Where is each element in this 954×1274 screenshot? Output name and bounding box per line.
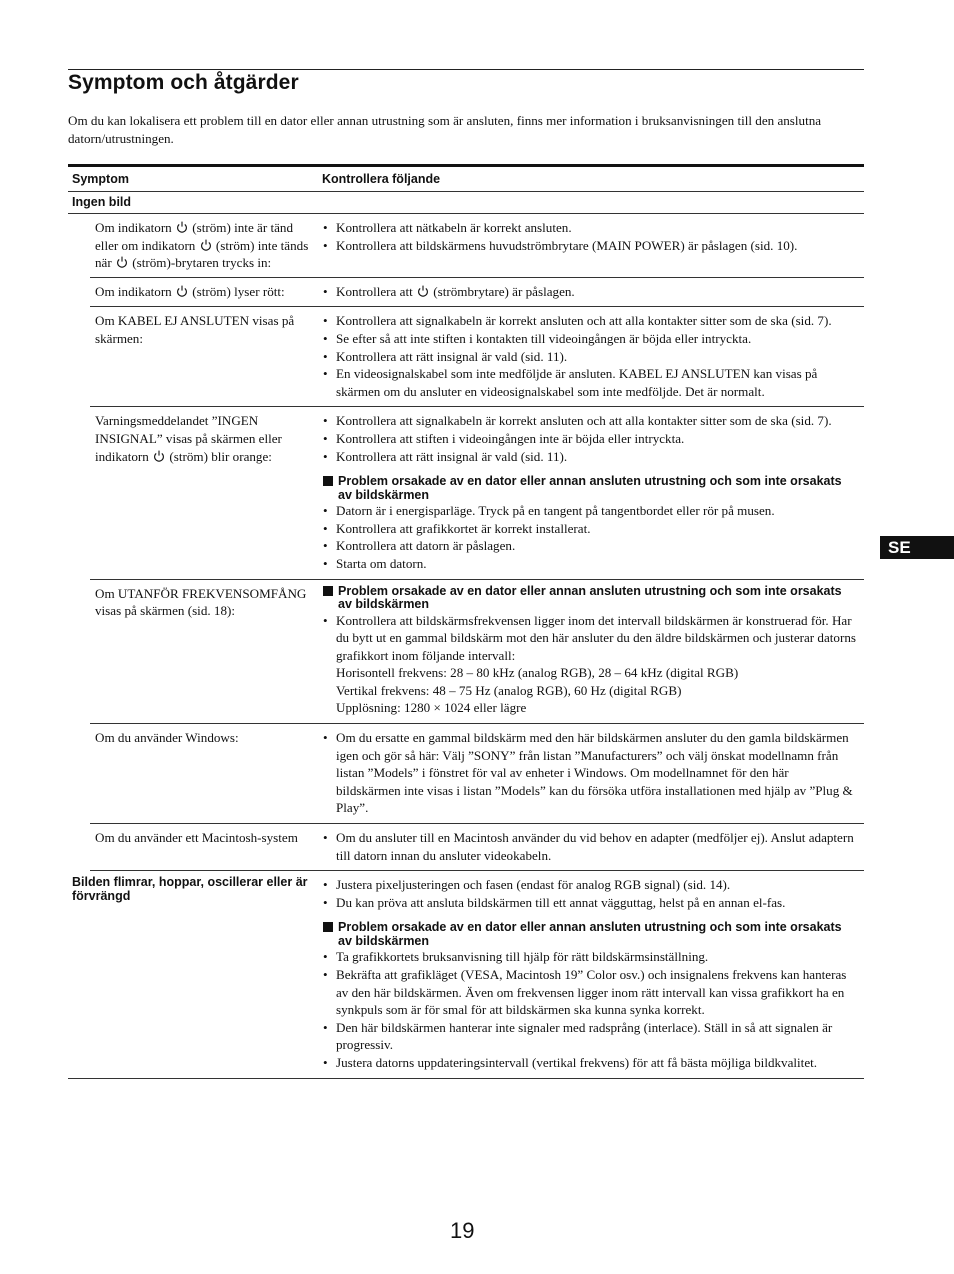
check-cell: [322, 580, 864, 724]
subheading: [322, 921, 856, 948]
list-item: • Justera datorns uppdateringsintervall (vertikal frekvens) för att få bästa möjliga bildkvalitet.: [322, 1054, 856, 1072]
check-cell: [322, 407, 864, 578]
list-item: • Ta grafikkortets bruksanvisning till hjälp för rätt bildskärmsinställning.: [322, 948, 856, 966]
square-bullet-icon: [323, 586, 333, 596]
header-check: Kontrollera följande: [322, 172, 441, 186]
list-item: • Du kan pröva att ansluta bildskärmen till ett annat vägguttag, helst på en annan el-fas.: [322, 894, 856, 912]
symptom-cell: Om UTANFÖR FREKVENSOMFÅNG visas på skärmen (sid. 18):: [95, 585, 307, 619]
square-bullet-icon: [323, 922, 333, 932]
list-item: • Kontrollera att stiften i videoingången inte är böjda eller intryckta.: [322, 430, 856, 448]
table-row: [90, 278, 864, 308]
language-tab: SE: [880, 536, 954, 559]
symptom-text: (ström) inte tänds när: [95, 237, 309, 271]
symptom-text: Om indikatorn: [95, 283, 172, 299]
check-text: (strömbrytare) är påslagen.: [433, 283, 575, 299]
list-item: • Kontrollera att bildskärmsfrekvensen ligger inom det intervall bildskärmen är konstruerad för. Har du bytt ut en gammal bildskärm mot den här ansluter du den äldre bildskärmen och justerar datorns grafikkort inom följande intervall:: [322, 612, 856, 665]
list-item: • Datorn är i energisparläge. Tryck på en tangent på tangentbordet eller rör på musen.: [322, 502, 856, 520]
list-item: • Kontrollera att datorn är påslagen.: [322, 537, 856, 555]
page-number: 19: [450, 1218, 475, 1243]
subheading: [322, 585, 856, 612]
symptom-cell: [90, 407, 322, 578]
check-text: Kontrollera att: [336, 283, 413, 299]
frequency-vertical: Vertikal frekvens: 48 – 75 Hz (analog RGB), 60 Hz (digital RGB): [336, 682, 682, 698]
table-row: [90, 580, 864, 725]
symptom-text: (ström) blir orange:: [169, 448, 272, 464]
list-item: • Kontrollera att signalkabeln är korrekt ansluten och att alla kontakter sitter som de ska (sid. 7).: [322, 312, 856, 330]
list-item: • En videosignalskabel som inte medföljde är ansluten. KABEL EJ ANSLUTEN kan visas på skärmen om du ansluter en videosignalskabel som inte medföljde. Det är normalt.: [322, 365, 856, 400]
power-icon: [417, 285, 429, 297]
subheading-text: Problem orsakade av en dator eller annan ansluten utrustning och som inte orsakats av bildskärmen: [338, 583, 842, 611]
square-bullet-icon: [323, 476, 333, 486]
symptom-cell: [90, 214, 322, 277]
symptom-text: Varningsmeddelandet ”INGEN INSIGNAL” visas på skärmen eller indikatorn: [95, 413, 282, 464]
subheading: [322, 475, 856, 502]
check-cell: [322, 307, 864, 406]
table-row: [90, 214, 864, 278]
list-item: • Bekräfta att grafikläget (VESA, Macintosh 19” Color osv.) och insignalens frekvens kan hanteras av den här bildskärmen. Även om frekvensen ligger inom rätt intervall kan vissa grafikkort ha en synkpuls som är för smal för att bildskärmen ska kunna synka korrekt.: [322, 966, 856, 1019]
table-row: [90, 724, 864, 824]
check-cell: [322, 871, 864, 1077]
symptom-cell: Bilden flimrar, hoppar, oscillerar eller är förvrängd: [72, 875, 308, 903]
troubleshooting-table: [68, 164, 864, 1079]
power-icon: [176, 285, 188, 297]
check-cell: [322, 824, 864, 870]
table-row: [90, 407, 864, 579]
list-item: • Kontrollera att rätt insignal är vald (sid. 11).: [322, 448, 856, 466]
power-icon: [200, 239, 212, 251]
list-item: • Starta om datorn.: [322, 555, 856, 573]
table-row: [90, 307, 864, 407]
check-cell: [322, 214, 864, 277]
symptom-cell: Om KABEL EJ ANSLUTEN visas på skärmen:: [95, 313, 295, 346]
symptom-text: (ström)-brytaren trycks in:: [132, 255, 272, 271]
list-item: • Om du ansluter till en Macintosh använder du vid behov en adapter (medföljer ej). Anslut adaptern till datorn innan du ansluter videokabeln.: [322, 829, 856, 864]
list-item: • Kontrollera att rätt insignal är vald (sid. 11).: [322, 348, 856, 366]
list-item: • Se efter så att inte stiften i kontakten till videoingången är böjda eller intryckta.: [322, 330, 856, 348]
check-cell: [322, 278, 864, 307]
list-item: • Kontrollera att signalkabeln är korrekt ansluten och att alla kontakter sitter som de ska (sid. 7).: [322, 412, 856, 430]
table-header-row: [68, 167, 864, 192]
symptom-text: (ström) inte är tänd eller om indikatorn: [95, 220, 294, 253]
check-cell: [322, 724, 864, 823]
group-no-picture: Ingen bild: [68, 192, 864, 214]
table-row: [90, 824, 864, 871]
symptom-cell: Om du använder ett Macintosh-system: [95, 830, 298, 846]
list-item: • Om du ersatte en gammal bildskärm med den här bildskärmen ansluter du den gamla bildskärmen igen och gör så här: Välj ”SONY” från listan ”Manufacturers” och välj önskat modellnamn från listan ”Models” i fönstret för val av enheter i Windows. Om modellnamnet för den här bildskärmen inte visas i listan ”Models” kan du försöka utföra installationen med hjälp av ”Plug & Play”.: [322, 729, 856, 817]
power-icon: [116, 256, 128, 268]
list-item: • Kontrollera att grafikkortet är korrekt installerat.: [322, 520, 856, 538]
subheading-text: Problem orsakade av en dator eller annan ansluten utrustning och som inte orsakats av bildskärmen: [338, 920, 842, 948]
list-item: [322, 283, 856, 301]
frequency-horizontal: Horisontell frekvens: 28 – 80 kHz (analog RGB), 28 – 64 kHz (digital RGB): [336, 665, 739, 681]
top-rule: [68, 69, 864, 70]
list-item: • Den här bildskärmen hanterar inte signaler med radsprång (interlace). Ställ in så att signalen är progressiv.: [322, 1019, 856, 1054]
table-row: [68, 871, 864, 1078]
subheading-text: Problem orsakade av en dator eller annan ansluten utrustning och som inte orsakats av bildskärmen: [338, 474, 842, 502]
list-item: • Justera pixeljusteringen och fasen (endast för analog RGB signal) (sid. 14).: [322, 876, 856, 894]
power-icon: [153, 450, 165, 462]
symptom-text: (ström) lyser rött:: [192, 283, 285, 299]
symptom-cell: Om du använder Windows:: [95, 730, 239, 746]
list-item: • Kontrollera att bildskärmens huvudströmbrytare (MAIN POWER) är påslagen (sid. 10).: [322, 237, 856, 255]
symptom-cell: [90, 278, 322, 307]
power-icon: [176, 221, 188, 233]
intro-paragraph: Om du kan lokalisera ett problem till en dator eller annan utrustning som är ansluten, finns mer information i bruksanvisningen till den anslutna datorn/utrustningen.: [68, 113, 822, 146]
list-item: • Kontrollera att nätkabeln är korrekt ansluten.: [322, 219, 856, 237]
header-symptom: Symptom: [72, 172, 129, 186]
symptom-text: Om indikatorn: [95, 220, 172, 235]
page-title: Symptom och åtgärder: [68, 71, 299, 94]
resolution: Upplösning: 1280 × 1024 eller lägre: [336, 700, 527, 716]
